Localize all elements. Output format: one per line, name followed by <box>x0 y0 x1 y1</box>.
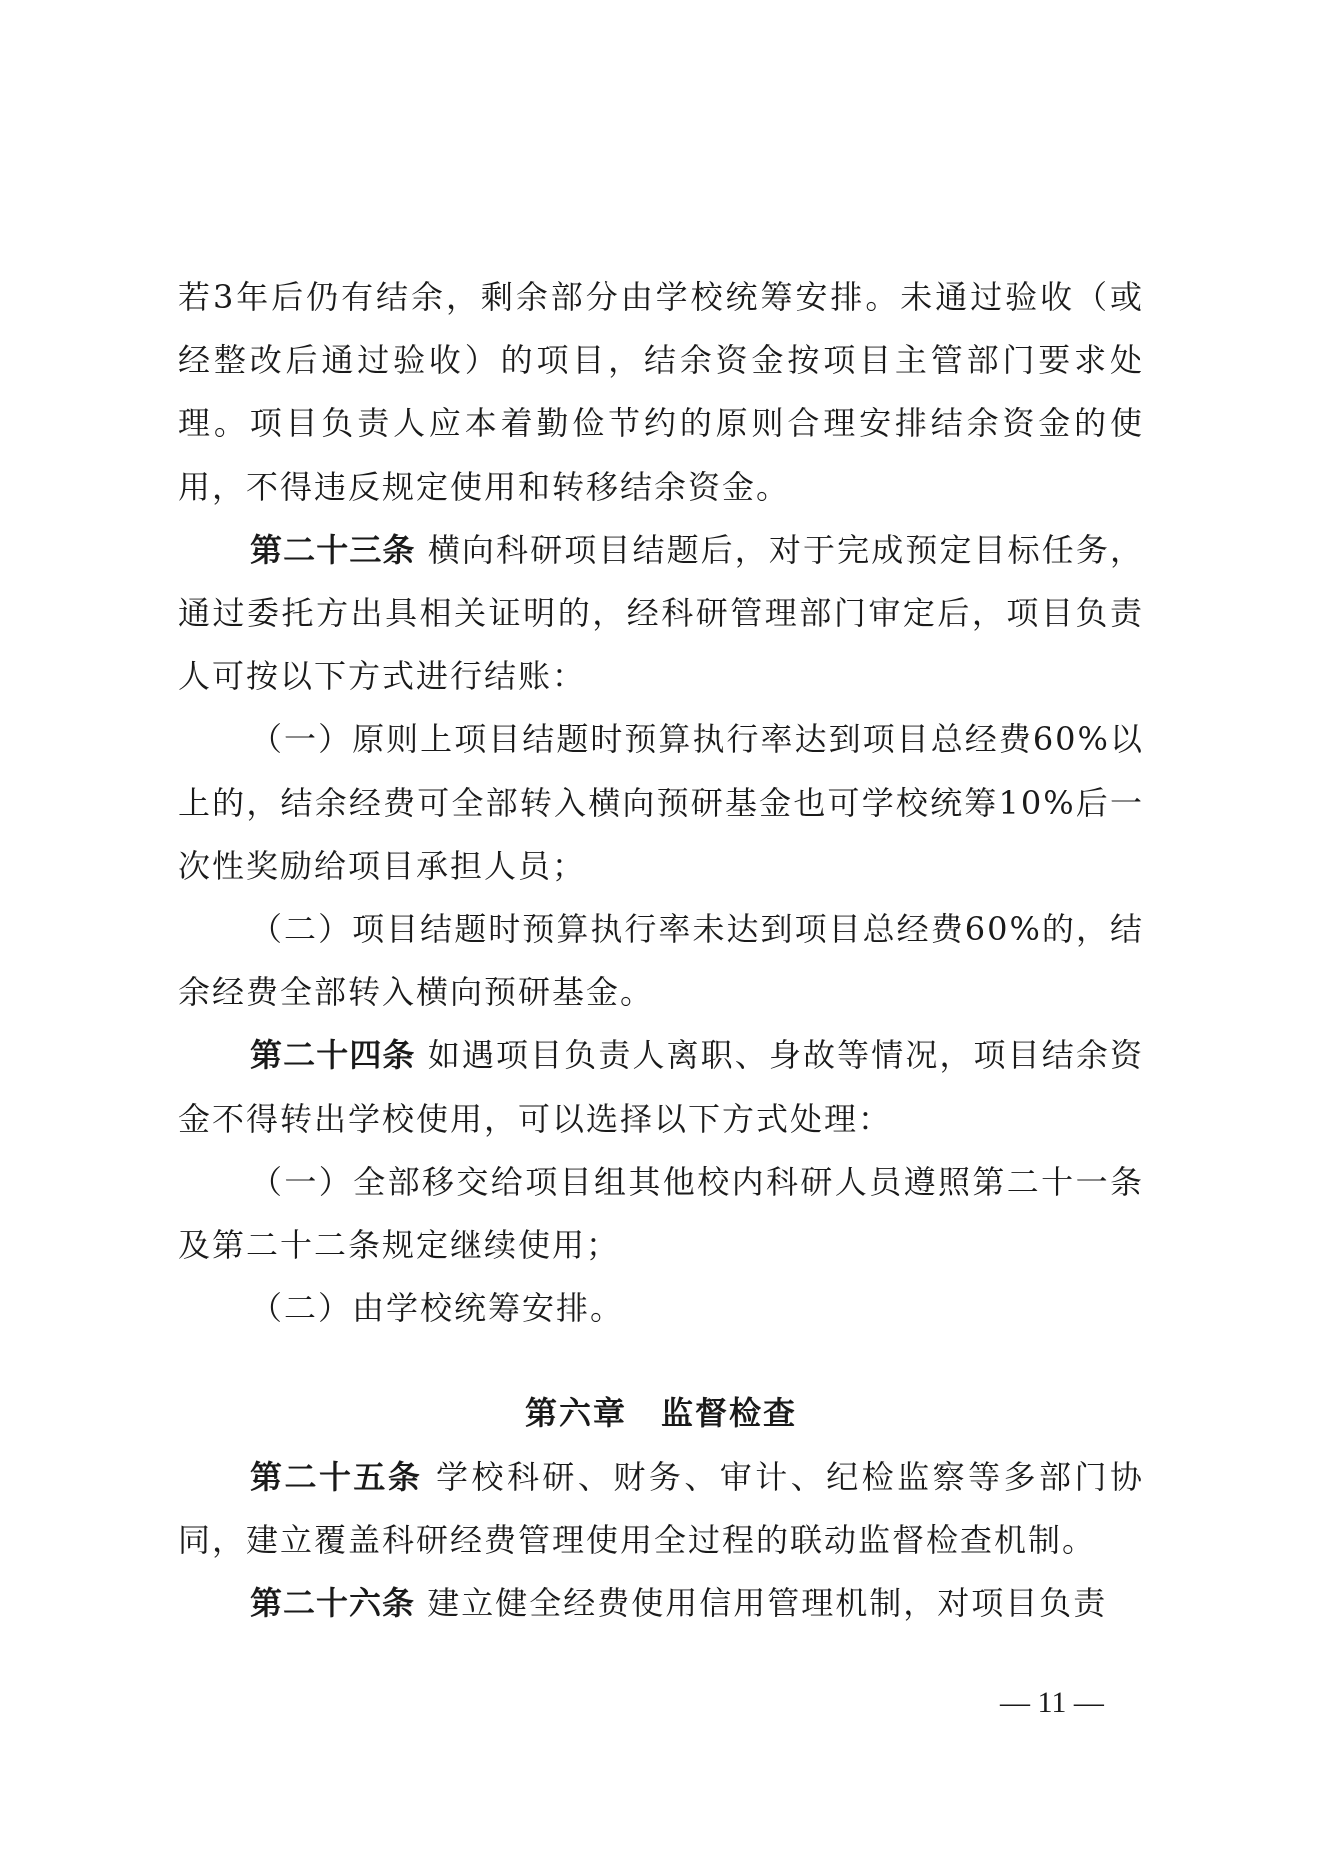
paragraph-text: 如遇项目负责人离职、身故等情况，项目结余资金不得转出学校使用，可以选择以下方式处理： <box>178 1036 1144 1138</box>
paragraph-text: （一）全部移交给项目组其他校内科研人员遵照第二十一条及第二十二条规定继续使用； <box>178 1162 1144 1265</box>
page-number: — 11 — <box>1000 1686 1104 1719</box>
article-24-item-1 <box>178 1151 1144 1277</box>
article-23-item-1 <box>178 708 1144 898</box>
paragraph-text: 横向科研项目结题后，对于完成预定目标任务，通过委托方出具相关证明的，经科研管理部门审定后，项目负责人可按以下方式进行结账： <box>178 530 1144 696</box>
paragraph-text: 学校科研、财务、审计、纪检监察等多部门协同，建立覆盖科研经费管理使用全过程的联动监督检查机制。 <box>178 1457 1144 1559</box>
article-heading: 第二十四条 <box>250 1036 416 1075</box>
article-heading: 第二十五条 <box>250 1457 423 1496</box>
article-24-item-2 <box>178 1277 1144 1340</box>
article-26 <box>178 1572 1144 1635</box>
article-heading: 第二十三条 <box>250 530 416 569</box>
article-23 <box>178 519 1144 709</box>
paragraph-text: （一）原则上项目结题时预算执行率达到项目总经费60%以上的，结余经费可全部转入横向预研基金也可学校统筹10%后一次性奖励给项目承担人员； <box>178 720 1144 885</box>
body-text <box>178 266 1144 1635</box>
paragraph-text: （二）项目结题时预算执行率未达到项目总经费60%的，结余经费全部转入横向预研基金。 <box>178 910 1144 1012</box>
paragraph-carryover <box>178 266 1144 519</box>
paragraph-text: 若3年后仍有结余，剩余部分由学校统筹安排。未通过验收（或经整改后通过验收）的项目，结余资金按项目主管部门要求处理。项目负责人应本着勤俭节约的原则合理安排结余资金的使用，不得违反规定使用和转移结余资金。 <box>178 278 1144 506</box>
article-heading: 第二十六条 <box>250 1584 416 1623</box>
article-25 <box>178 1446 1144 1572</box>
chapter-title: 第六章 监督检查 <box>524 1394 797 1433</box>
article-23-item-2 <box>178 898 1144 1024</box>
paragraph-text: （二）由学校统筹安排。 <box>250 1289 625 1328</box>
article-24 <box>178 1024 1144 1150</box>
paragraph-text: 建立健全经费使用信用管理机制，对项目负责 <box>415 1584 1108 1623</box>
